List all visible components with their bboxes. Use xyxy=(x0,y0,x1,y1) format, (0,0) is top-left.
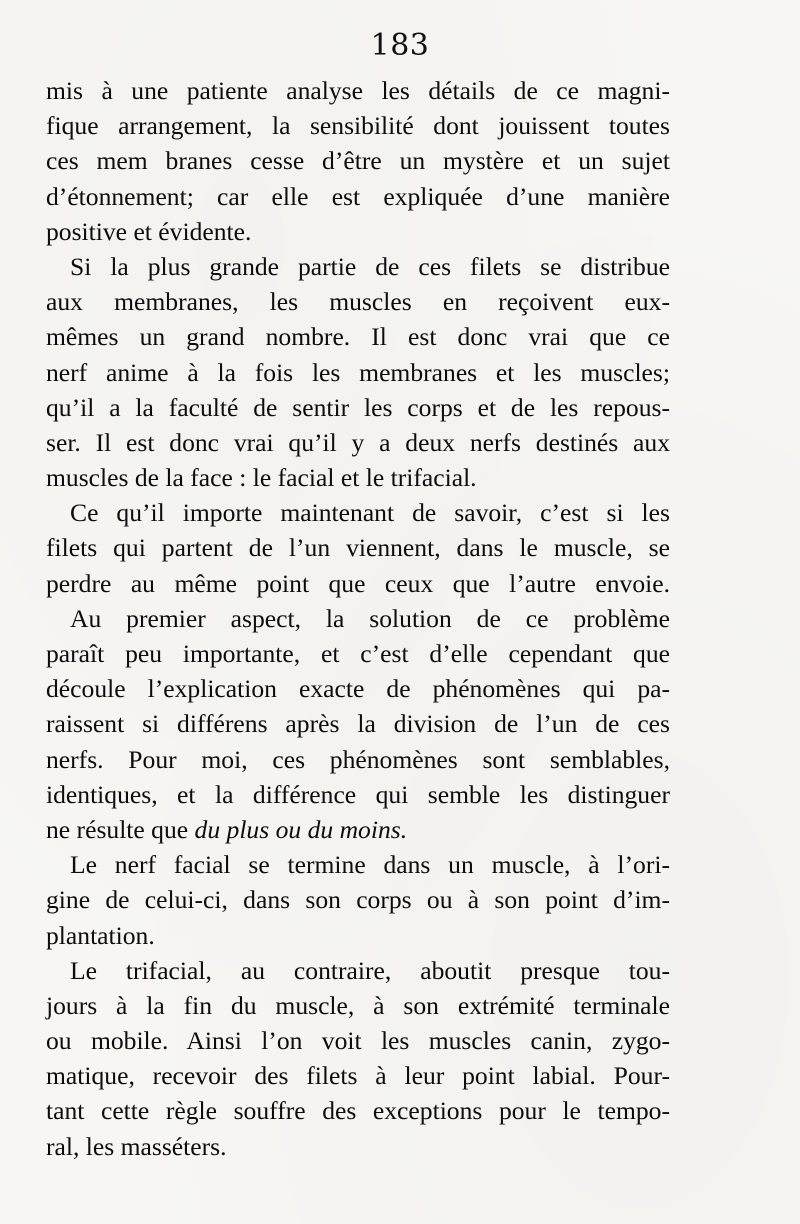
text-line-content: découle l’explication exacte de phénomènes qui pa- xyxy=(46,674,670,704)
text-line xyxy=(46,319,670,354)
text-line xyxy=(46,777,670,812)
body-text xyxy=(46,73,670,1164)
text-line-content: jours à la fin du muscle, à son extrémité terminale xyxy=(46,990,670,1020)
text-line xyxy=(46,355,670,390)
text-line xyxy=(46,460,670,495)
text-line-content: nerf anime à la fois les membranes et les muscles; xyxy=(46,357,670,387)
text-line-content: ne résulte que xyxy=(46,814,195,844)
text-line xyxy=(46,706,670,741)
text-line xyxy=(46,671,670,706)
text-line-content: Ce qu’il importe maintenant de savoir, c’est si les xyxy=(70,498,670,528)
text-line xyxy=(46,425,670,460)
text-line xyxy=(46,953,670,988)
text-line xyxy=(46,390,670,425)
text-line xyxy=(46,530,670,565)
text-line-content: ces mem branes cesse d’être un mystère et un sujet xyxy=(46,146,670,176)
text-line-content: d’étonnement; car elle est expliquée d’une manière xyxy=(46,181,670,211)
text-line xyxy=(46,636,670,671)
text-line xyxy=(46,988,670,1023)
text-line xyxy=(46,179,670,214)
text-line-content: mis à une patiente analyse les détails de ce magni- xyxy=(46,76,670,105)
text-line-content: raissent si différens après la division de l’un de ces xyxy=(46,709,670,739)
text-line xyxy=(46,1023,670,1058)
text-line xyxy=(46,601,670,636)
text-line-content: plantation. xyxy=(46,920,155,950)
text-line xyxy=(46,73,670,108)
text-line xyxy=(46,108,670,143)
text-line xyxy=(46,143,670,178)
text-line xyxy=(46,882,670,917)
text-line xyxy=(46,566,670,601)
italic-phrase: du plus ou du moins. xyxy=(194,814,408,844)
text-line-content: gine de celui-ci, dans son corps ou à son point d’im- xyxy=(46,885,670,915)
text-line xyxy=(46,812,670,847)
text-line-content: aux membranes, les muscles en reçoivent eux- xyxy=(46,287,670,317)
text-line-content: matique, recevoir des filets à leur point labial. Pour- xyxy=(46,1061,670,1091)
text-line xyxy=(46,918,670,953)
text-line-content: nerfs. Pour moi, ces phénomènes sont semblables, xyxy=(46,744,670,774)
text-line-content: tant cette règle souffre des exceptions pour le tempo- xyxy=(46,1096,670,1126)
text-line-content: paraît peu importante, et c’est d’elle cependant que xyxy=(46,639,670,668)
text-line-content: qu’il a la faculté de sentir les corps et de les repous- xyxy=(46,392,670,422)
text-line xyxy=(46,1093,670,1128)
page-number: 183 xyxy=(370,28,430,63)
text-line-content: muscles de la face : le facial et le trifacial. xyxy=(46,463,477,493)
text-line-content: filets qui partent de l’un viennent, dans le muscle, se xyxy=(46,533,670,563)
text-line-content: Le trifacial, au contraire, aboutit presque tou- xyxy=(70,955,670,985)
text-line-content: ral, les masséters. xyxy=(46,1131,227,1161)
text-line xyxy=(46,847,670,882)
text-line-content: fique arrangement, la sensibilité dont jouissent toutes xyxy=(46,111,670,141)
text-line-content: Le nerf facial se termine dans un muscle, à l’ori- xyxy=(70,850,670,880)
text-line-content: mêmes un grand nombre. Il est donc vrai que ce xyxy=(46,322,670,352)
text-line xyxy=(46,284,670,319)
text-line xyxy=(46,495,670,530)
text-line-content: identiques, et la différence qui semble les distinguer xyxy=(46,779,670,809)
text-line xyxy=(46,1129,670,1164)
text-line xyxy=(46,742,670,777)
text-line xyxy=(46,214,670,249)
text-line-content: Au premier aspect, la solution de ce problème xyxy=(70,603,670,633)
text-line-content: ou mobile. Ainsi l’on voit les muscles canin, zygo- xyxy=(46,1026,670,1056)
text-line xyxy=(46,1058,670,1093)
text-line-content: Si la plus grande partie de ces filets se distribue xyxy=(70,251,670,281)
text-line-content: ser. Il est donc vrai qu’il y a deux nerfs destinés aux xyxy=(46,427,670,457)
text-line-content: perdre au même point que ceux que l’autre envoie. xyxy=(46,568,670,598)
text-line xyxy=(46,249,670,284)
text-line-content: positive et évidente. xyxy=(46,216,252,246)
